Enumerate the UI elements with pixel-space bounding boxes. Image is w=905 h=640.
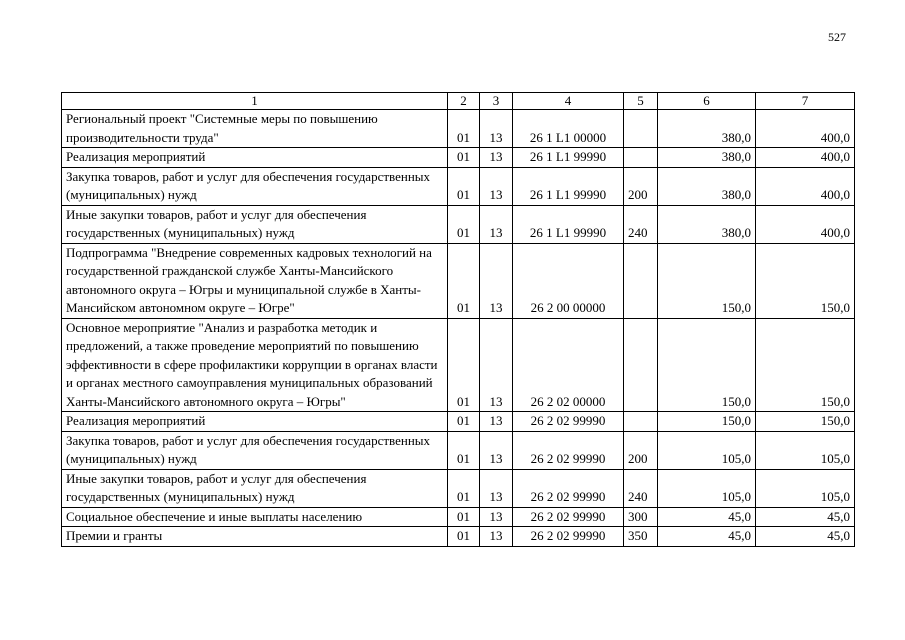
section-code: 01 [448, 507, 480, 527]
target-article-code: 26 2 02 99990 [513, 507, 624, 527]
target-article-code: 26 1 L1 99990 [513, 148, 624, 168]
amount-year-1: 150,0 [658, 243, 756, 318]
amount-year-2: 45,0 [756, 507, 855, 527]
target-article-code: 26 2 02 99990 [513, 469, 624, 507]
column-header: 4 [513, 93, 624, 110]
section-code: 01 [448, 148, 480, 168]
subsection-code: 13 [480, 243, 513, 318]
item-name: Реализация мероприятий [62, 412, 448, 432]
table-row [62, 167, 855, 205]
target-article-code: 26 2 00 00000 [513, 243, 624, 318]
item-name: Закупка товаров, работ и услуг для обеспечения государственных (муниципальных) нужд [62, 167, 448, 205]
section-code: 01 [448, 243, 480, 318]
section-code: 01 [448, 412, 480, 432]
table-row [62, 527, 855, 547]
table-body [62, 93, 855, 547]
table-row [62, 469, 855, 507]
column-header: 2 [448, 93, 480, 110]
table-row [62, 110, 855, 148]
amount-year-2: 400,0 [756, 148, 855, 168]
subsection-code: 13 [480, 148, 513, 168]
section-code: 01 [448, 167, 480, 205]
table-row [62, 205, 855, 243]
amount-year-2: 400,0 [756, 167, 855, 205]
column-header: 6 [658, 93, 756, 110]
amount-year-2: 105,0 [756, 469, 855, 507]
amount-year-1: 150,0 [658, 318, 756, 412]
section-code: 01 [448, 318, 480, 412]
subsection-code: 13 [480, 527, 513, 547]
expense-type-code [624, 318, 658, 412]
item-name: Реализация мероприятий [62, 148, 448, 168]
column-header: 3 [480, 93, 513, 110]
subsection-code: 13 [480, 431, 513, 469]
amount-year-2: 45,0 [756, 527, 855, 547]
section-code: 01 [448, 110, 480, 148]
item-name: Иные закупки товаров, работ и услуг для обеспечения государственных (муниципальных) нужд [62, 469, 448, 507]
expense-type-code: 200 [624, 167, 658, 205]
table-row [62, 507, 855, 527]
table-row [62, 243, 855, 318]
page-number: 527 [828, 30, 846, 44]
amount-year-1: 45,0 [658, 527, 756, 547]
amount-year-2: 150,0 [756, 412, 855, 432]
subsection-code: 13 [480, 167, 513, 205]
subsection-code: 13 [480, 205, 513, 243]
amount-year-1: 105,0 [658, 469, 756, 507]
target-article-code: 26 2 02 99990 [513, 527, 624, 547]
target-article-code: 26 1 L1 99990 [513, 205, 624, 243]
section-code: 01 [448, 205, 480, 243]
amount-year-2: 150,0 [756, 318, 855, 412]
item-name: Премии и гранты [62, 527, 448, 547]
table-row [62, 412, 855, 432]
expense-type-code [624, 110, 658, 148]
amount-year-1: 380,0 [658, 148, 756, 168]
expense-type-code: 240 [624, 469, 658, 507]
amount-year-1: 105,0 [658, 431, 756, 469]
amount-year-2: 400,0 [756, 205, 855, 243]
column-header: 7 [756, 93, 855, 110]
amount-year-1: 380,0 [658, 110, 756, 148]
table-row [62, 148, 855, 168]
table-row [62, 318, 855, 412]
item-name: Социальное обеспечение и иные выплаты населению [62, 507, 448, 527]
expense-type-code [624, 243, 658, 318]
target-article-code: 26 1 L1 00000 [513, 110, 624, 148]
target-article-code: 26 2 02 99990 [513, 412, 624, 432]
expense-type-code: 240 [624, 205, 658, 243]
column-header: 1 [62, 93, 448, 110]
subsection-code: 13 [480, 469, 513, 507]
column-header: 5 [624, 93, 658, 110]
amount-year-1: 150,0 [658, 412, 756, 432]
expense-type-code: 300 [624, 507, 658, 527]
target-article-code: 26 1 L1 99990 [513, 167, 624, 205]
item-name: Региональный проект "Системные меры по повышению производительности труда" [62, 110, 448, 148]
subsection-code: 13 [480, 507, 513, 527]
budget-table [61, 92, 855, 547]
expense-type-code: 200 [624, 431, 658, 469]
table-row [62, 431, 855, 469]
subsection-code: 13 [480, 110, 513, 148]
expense-type-code [624, 148, 658, 168]
target-article-code: 26 2 02 00000 [513, 318, 624, 412]
subsection-code: 13 [480, 318, 513, 412]
amount-year-2: 105,0 [756, 431, 855, 469]
subsection-code: 13 [480, 412, 513, 432]
section-code: 01 [448, 527, 480, 547]
header-row [62, 93, 855, 110]
amount-year-2: 400,0 [756, 110, 855, 148]
item-name: Подпрограмма "Внедрение современных кадровых технологий на государственной гражданской службе Ханты-Мансийского автономного округа – Югры и муниципальной службе в Ханты-Мансийском автономном округе – Югре" [62, 243, 448, 318]
item-name: Основное мероприятие "Анализ и разработка методик и предложений, а также проведение мероприятий по повышению эффективности в сфере профилактики коррупции в органах власти и органах местного самоуправления муниципальных образований Ханты-Мансийского автономного округа – Югры" [62, 318, 448, 412]
amount-year-2: 150,0 [756, 243, 855, 318]
amount-year-1: 45,0 [658, 507, 756, 527]
item-name: Иные закупки товаров, работ и услуг для обеспечения государственных (муниципальных) нужд [62, 205, 448, 243]
item-name: Закупка товаров, работ и услуг для обеспечения государственных (муниципальных) нужд [62, 431, 448, 469]
section-code: 01 [448, 431, 480, 469]
expense-type-code: 350 [624, 527, 658, 547]
target-article-code: 26 2 02 99990 [513, 431, 624, 469]
section-code: 01 [448, 469, 480, 507]
expense-type-code [624, 412, 658, 432]
amount-year-1: 380,0 [658, 205, 756, 243]
amount-year-1: 380,0 [658, 167, 756, 205]
